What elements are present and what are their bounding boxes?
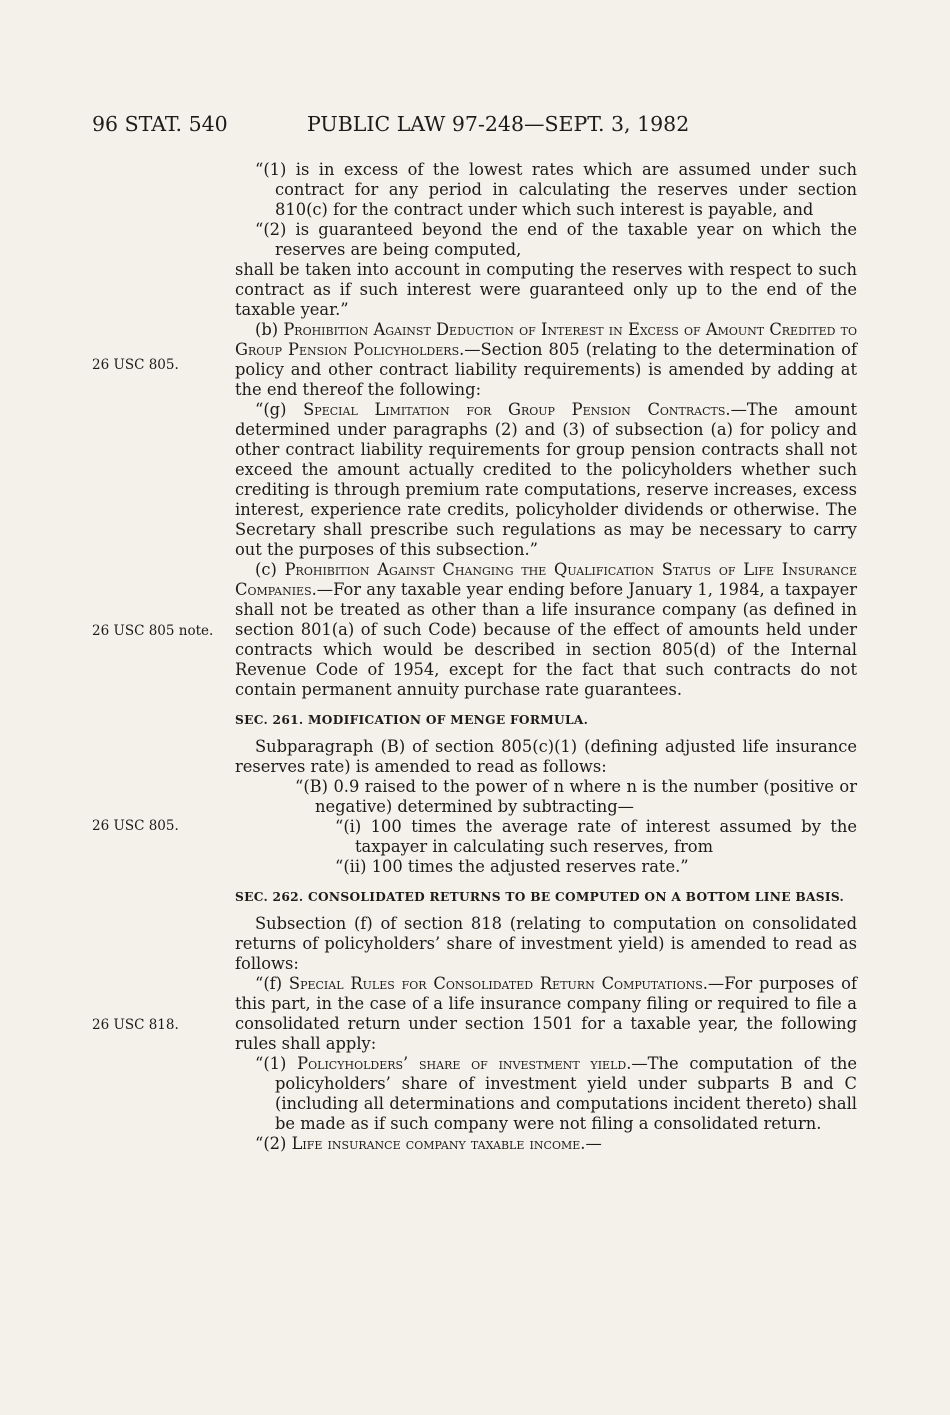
subsection-c-heading: Prohibition Against Changing the Qualification Status of Life Insurance Companies. — [235, 560, 858, 599]
subsection-b-heading: Prohibition Against Deduction of Interest in Excess of Amount Credited to Group Pension Policyholders. — [235, 320, 857, 359]
section-261-heading: SEC. 261. MODIFICATION OF MENGE FORMULA. — [235, 713, 589, 727]
section-261-ii: “(ii) 100 times the adjusted reserves rate.” — [335, 857, 689, 876]
document-body — [235, 160, 857, 1154]
paragraph-3: shall be taken into account in computing the reserves with respect to such contract as if such interest were guaranteed only up to the end of the taxable year.” — [235, 260, 857, 319]
subsection-f: “(f) Special Rules for Consolidated Return Computations.—For purposes of this part, in the case of a life insurance company filing or required to file a consolidated return under section 1501 for a taxable year, the following rules shall apply: — [235, 974, 857, 1053]
subsection-g-heading: Special Limitation for Group Pension Contracts. — [303, 400, 731, 419]
margin-note-805: 26 USC 805. — [92, 357, 179, 373]
subsection-f-heading: Special Rules for Consolidated Return Computations. — [288, 974, 708, 993]
subsection-f-1: “(1) Policyholders’ share of investment yield.—The computation of the policyholders’ share of investment yield under subparts B and C (including all determinations and computations incident thereto) shall be made as if such company were not filing a consolidated return. — [255, 1054, 858, 1133]
subsection-b: (b) Prohibition Against Deduction of Interest in Excess of Amount Credited to Group Pension Policyholders.—Section 805 (relating to the determination of policy and other contract liability requirements) is amended by adding at the end thereof the following: — [235, 320, 857, 399]
subsection-f-2-heading: Life insurance company taxable income. — [291, 1134, 586, 1153]
section-261-i: “(i) 100 times the average rate of interest assumed by the taxpayer in calculating such reserves, from — [335, 817, 857, 856]
stat-page-number: 96 STAT. 540 — [92, 112, 228, 136]
subsection-f-1-heading: Policyholders’ share of investment yield. — [297, 1054, 632, 1073]
section-261-B: “(B) 0.9 raised to the power of n where n is the number (positive or negative) determined by subtracting— — [295, 777, 857, 816]
public-law-title: PUBLIC LAW 97-248—SEPT. 3, 1982 — [307, 112, 690, 136]
subsection-g: “(g) Special Limitation for Group Pension Contracts.—The amount determined under paragraphs (2) and (3) of subsection (a) for policy and other contract liability requirements for group pension contracts shall not exceed the amount actually credited to the policyholders whether such crediting is through premium rate computations, reserve increases, excess interest, experience rate credits, policyholder dividends or otherwise. The Secretary shall prescribe such regulations as may be necessary to carry out the purposes of this subsection.” — [235, 400, 858, 559]
subsection-c: (c) Prohibition Against Changing the Qualification Status of Life Insurance Companies.—For any taxable year ending before January 1, 1984, a taxpayer shall not be treated as other than a life insurance company (as defined in section 801(a) of such Code) because of the effect of amounts held under contracts which would be described in section 805(d) of the Internal Revenue Code of 1954, except for the fact that such contracts do not contain permanent annuity purchase rate guarantees. — [235, 560, 858, 699]
section-262-heading: SEC. 262. CONSOLIDATED RETURNS TO BE COMPUTED ON A BOTTOM LINE BASIS. — [235, 890, 845, 904]
margin-note-818: 26 USC 818. — [92, 1017, 179, 1033]
subsection-f-2: “(2) Life insurance company taxable income.— — [255, 1134, 602, 1153]
paragraph-2: “(2) is guaranteed beyond the end of the taxable year on which the reserves are being computed, — [255, 220, 857, 259]
paragraph-1: “(1) is in excess of the lowest rates which are assumed under such contract for any period in calculating the reserves under section 810(c) for the contract under which such interest is payable, and — [255, 160, 857, 219]
margin-note-805-b: 26 USC 805. — [92, 818, 179, 834]
page-header — [92, 112, 860, 142]
section-262-text: Subsection (f) of section 818 (relating to computation on consolidated returns of policyholders’ share of investment yield) is amended to read as follows: — [235, 914, 857, 973]
margin-note-805-note: 26 USC 805 note. — [92, 623, 214, 639]
section-261-text: Subparagraph (B) of section 805(c)(1) (defining adjusted life insurance reserves rate) is amended to read as follows: — [235, 737, 857, 776]
